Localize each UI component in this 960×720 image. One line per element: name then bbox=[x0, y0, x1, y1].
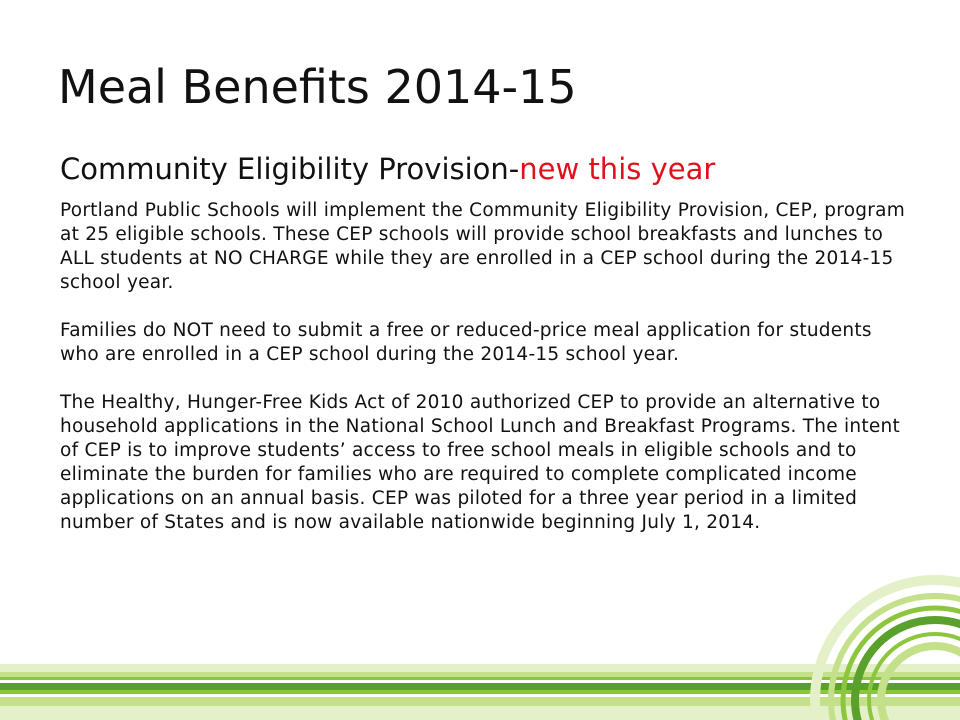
paragraph-healthy-hunger-free-act: The Healthy, Hunger-Free Kids Act of 2010 authorized CEP to provide an alternative to household applications in the National School Lunch and Breakfast Programs. The intent of CEP is to improve students’ access to free school meals in eligible schools and to eliminate the burden for families who are required to complete complicated income applications on an annual basis. CEP was piloted for a three year period in a limited number of States and is now available nationwide beginning July 1, 2014. bbox=[60, 392, 900, 533]
subtitle-main: Community Eligibility Provision- bbox=[60, 152, 520, 186]
footer-band bbox=[0, 677, 960, 680]
footer-band bbox=[0, 683, 960, 690]
paragraph-cep-implementation: Portland Public Schools will implement the Community Eligibility Provision, CEP, program at 25 eligible schools. These CEP schools will provide school breakfasts and lunches to ALL students at NO CHARGE while they are enrolled in a CEP school during the 2014-15 school year. bbox=[60, 200, 905, 293]
slide-title: Meal Benefits 2014-15 bbox=[58, 60, 577, 114]
corner-arcs bbox=[815, 580, 960, 720]
subtitle-accent: new this year bbox=[519, 152, 716, 186]
footer-band bbox=[0, 690, 960, 694]
slide-body bbox=[60, 199, 910, 535]
footer-band bbox=[0, 672, 960, 677]
paragraph-no-application: Families do NOT need to submit a free or reduced-price meal application for students who are enrolled in a CEP school during the 2014-15 school year. bbox=[60, 320, 872, 365]
footer-band bbox=[0, 706, 960, 720]
slide-subtitle bbox=[60, 152, 715, 187]
footer-band bbox=[0, 664, 960, 672]
footer-band bbox=[0, 697, 960, 706]
